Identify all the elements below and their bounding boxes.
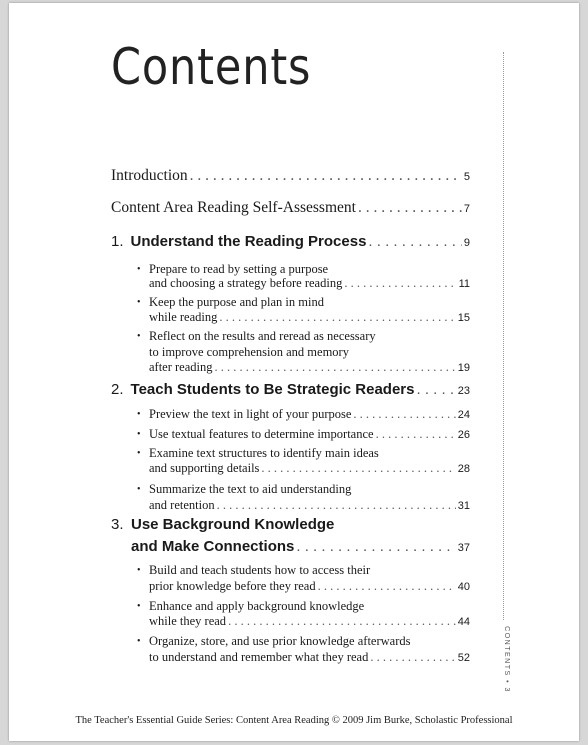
toc-subentry[interactable] xyxy=(149,650,470,665)
toc-item-text: Use textual features to determine importance xyxy=(149,427,374,441)
page-number: 5 xyxy=(463,171,470,183)
bullet-icon: • xyxy=(137,484,141,495)
dot-leader xyxy=(368,233,461,250)
chapter-title: and Make Connections xyxy=(131,538,295,555)
bullet-icon: • xyxy=(137,448,141,459)
toc-item-text: while reading xyxy=(149,310,218,324)
dot-leader xyxy=(261,461,455,476)
side-running-head-label: CONTENTS • 3 xyxy=(502,625,510,693)
dot-leader xyxy=(219,310,455,325)
toc-item-text[interactable]: to improve comprehension and memory xyxy=(149,345,349,359)
toc-item-text: while they read xyxy=(149,614,227,628)
toc-entry-title: Content Area Reading Self-Assessment xyxy=(111,199,356,216)
dot-leader xyxy=(376,427,456,442)
toc-item-text: after reading xyxy=(149,360,213,374)
toc-item-text[interactable]: Examine text structures to identify main ideas xyxy=(149,446,379,460)
dot-leader xyxy=(353,407,455,422)
bullet-icon: • xyxy=(137,331,141,342)
bullet-icon: • xyxy=(137,636,141,647)
bullet-icon: • xyxy=(137,264,141,275)
toc-chapter-entry[interactable] xyxy=(111,233,470,250)
toc-subentry[interactable] xyxy=(149,360,470,375)
toc-subentry[interactable] xyxy=(149,310,470,325)
page-number: 40 xyxy=(457,581,470,593)
dot-leader xyxy=(318,579,456,594)
page-number: 52 xyxy=(457,652,470,664)
toc-subentry[interactable] xyxy=(149,614,470,629)
bullet-icon: • xyxy=(137,409,141,420)
dot-leader xyxy=(358,199,462,217)
toc-item-text[interactable]: Enhance and apply background knowledge xyxy=(149,599,365,613)
toc-item-text: and retention xyxy=(149,498,215,512)
chapter-number: 1. xyxy=(111,233,124,250)
bullet-icon: • xyxy=(137,429,141,440)
page-number: 28 xyxy=(457,463,470,475)
page-number: 26 xyxy=(457,429,470,441)
toc-intro-entry[interactable] xyxy=(111,167,470,185)
toc-item-text: to understand and remember what they read xyxy=(149,650,369,664)
chapter-title: Understand the Reading Process xyxy=(130,233,367,250)
toc-subentry[interactable] xyxy=(149,461,470,476)
toc-item-text: prior knowledge before they read xyxy=(149,579,316,593)
dot-leader xyxy=(190,167,462,185)
chapter-title[interactable]: Use Background Knowledge xyxy=(131,516,335,533)
dot-leader xyxy=(217,498,456,513)
chapter-number: 3. xyxy=(111,516,124,533)
toc-entry-title: Introduction xyxy=(111,167,188,184)
margin-dotted-rule xyxy=(503,52,504,692)
page-footer: The Teacher's Essential Guide Series: Content Area Reading © 2009 Jim Burke, Scholastic Professional xyxy=(75,715,513,726)
page-number: 9 xyxy=(463,237,470,249)
page-number: 19 xyxy=(457,362,470,374)
toc-subentry[interactable] xyxy=(149,276,470,291)
dot-leader xyxy=(228,614,456,629)
toc-chapter-entry[interactable] xyxy=(111,381,470,398)
toc-item-text: and supporting details xyxy=(149,461,260,475)
page-title: Contents xyxy=(111,38,312,96)
toc-item-text[interactable]: Prepare to read by setting a purpose xyxy=(149,262,329,276)
side-running-head xyxy=(497,620,515,698)
toc-intro-entry[interactable] xyxy=(111,199,470,217)
dot-leader xyxy=(344,276,456,291)
dot-leader xyxy=(215,360,456,375)
chapter-number: 2. xyxy=(111,381,124,398)
page-number: 23 xyxy=(457,385,470,397)
toc-item-text[interactable]: Reflect on the results and reread as necessary xyxy=(149,329,376,343)
bullet-icon: • xyxy=(137,565,141,576)
page-number: 7 xyxy=(463,203,470,215)
toc-subentry[interactable] xyxy=(149,579,470,594)
toc-item-text[interactable]: Build and teach students how to access their xyxy=(149,563,371,577)
page-number: 11 xyxy=(458,278,470,290)
toc-item-text[interactable]: Keep the purpose and plan in mind xyxy=(149,295,324,309)
toc-item-text[interactable]: Summarize the text to aid understanding xyxy=(149,482,352,496)
toc-subentry[interactable] xyxy=(149,498,470,513)
toc-item-text: and choosing a strategy before reading xyxy=(149,276,343,290)
dot-leader xyxy=(416,381,455,398)
chapter-title: Teach Students to Be Strategic Readers xyxy=(130,381,415,398)
page-number: 31 xyxy=(457,500,470,512)
toc-subentry[interactable] xyxy=(149,407,470,422)
toc-subentry[interactable] xyxy=(149,427,470,442)
bullet-icon: • xyxy=(137,297,141,308)
toc-item-text[interactable]: Organize, store, and use prior knowledge afterwards xyxy=(149,634,411,648)
page-number: 37 xyxy=(457,542,470,554)
dot-leader xyxy=(296,538,455,555)
page-number: 44 xyxy=(457,616,470,628)
dot-leader xyxy=(370,650,455,665)
bullet-icon: • xyxy=(137,601,141,612)
page-number: 24 xyxy=(457,409,470,421)
toc-chapter-entry[interactable] xyxy=(131,538,470,555)
page-number: 15 xyxy=(457,312,470,324)
toc-item-text: Preview the text in light of your purpose xyxy=(149,407,352,421)
